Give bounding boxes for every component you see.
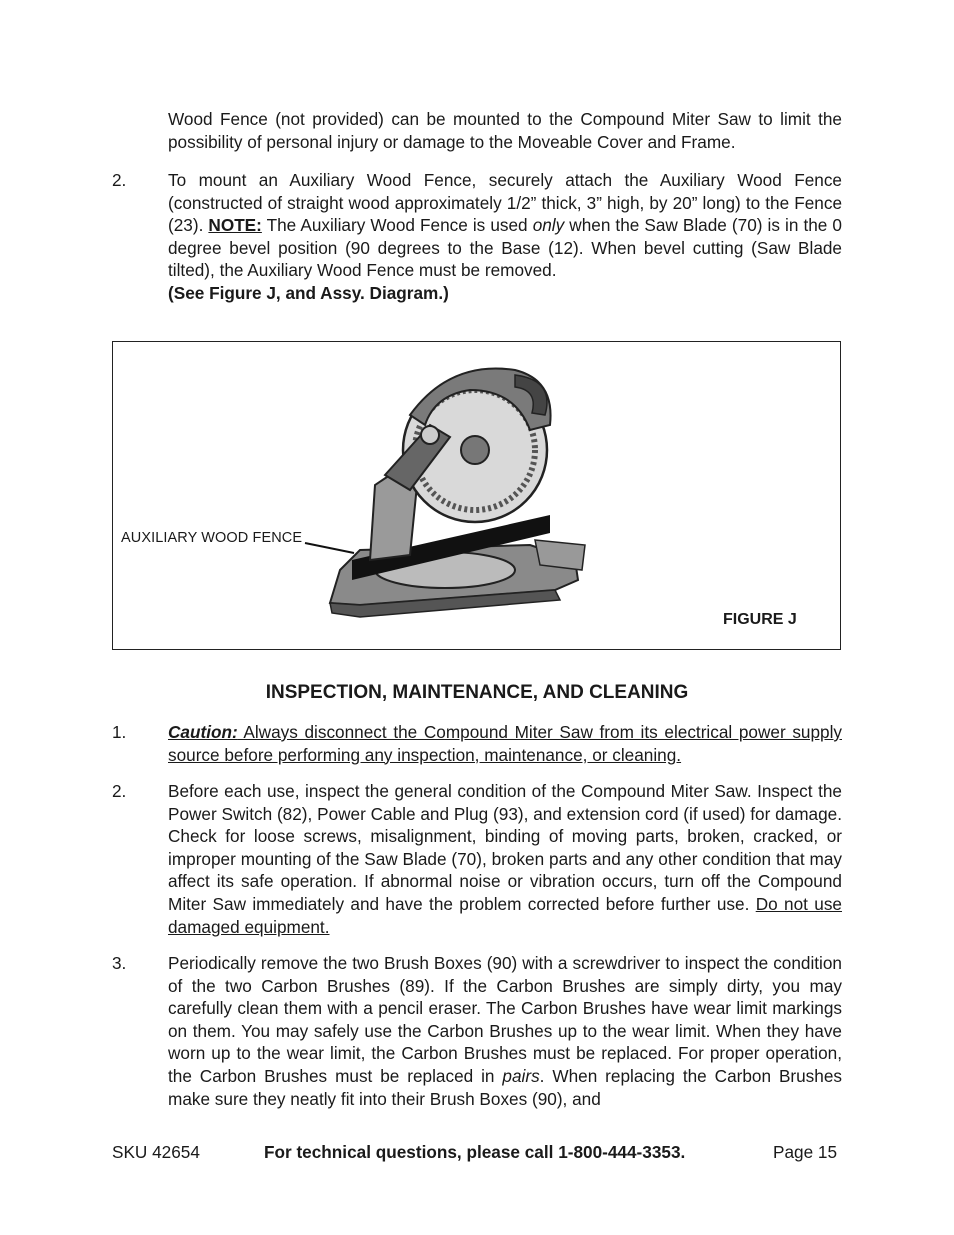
footer-sku: SKU 42654: [112, 1142, 200, 1162]
pairs-emphasis: pairs: [502, 1065, 540, 1086]
callout-leader-line: [300, 538, 360, 558]
only-emphasis: only: [532, 215, 565, 236]
caution-label: Caution:: [168, 722, 238, 742]
step-2-text-b: The Auxiliary Wood Fence is used: [261, 215, 533, 236]
see-figure-reference: (See Figure J, and Assy. Diagram.): [168, 282, 449, 303]
footer-page-number: Page 15: [773, 1142, 838, 1162]
miter-saw-illustration: [300, 355, 600, 635]
item-3-number: 3.: [112, 953, 127, 973]
step-2-text-c: when the Saw Blade (70) is in the 0 degree bevel position (90 degrees to the Base (12). When bevel cutting (Saw Blade tilted), the Auxiliary Wood Fence must be removed.: [168, 215, 842, 281]
item-1-text: Always disconnect the Compound Miter Saw from its electrical power supply source before performing any inspection, maintenance, or cleaning.: [168, 722, 842, 765]
item-2-text: Before each use, inspect the general condition of the Compound Miter Saw. Inspect the Power Switch (82), Power Cable and Plug (93), and extension cord (if used) for damage. Check for loose screws, misalignment, binding of moving parts, broken, cracked, or improper mounting of the Saw Blade (70), broken parts and any other condition that may affect its safe operation. If abnormal noise or vibration occurs, turn off the Compound Miter Saw immediately and have the problem corrected before further use.: [168, 781, 842, 914]
item-1-number: 1.: [112, 722, 127, 742]
footer-support-phone: For technical questions, please call 1-800-444-3353.: [264, 1142, 686, 1162]
item-2-number: 2.: [112, 781, 127, 801]
step-2-paragraph: [168, 169, 842, 305]
step-2-text-a: To mount an Auxiliary Wood Fence, securely attach the Auxiliary Wood Fence (constructed of straight wood approximately 1/2” thick, 3” high, by 20” long) to the Fence (23).: [168, 170, 842, 236]
item-2-warning: Do not use damaged equipment.: [168, 893, 842, 937]
item-3-text-a: Periodically remove the two Brush Boxes (90) with a screwdriver to inspect the condition of the two Carbon Brushes (89). If the Carbon Brushes are simply dirty, you may carefully clean them with a pencil eraser. The Carbon Brushes have wear limit markings on them. You may safely use the Carbon Brushes up to the wear limit. When they have worn up to the wear limit, the Carbon Brushes must be replaced. For proper operation, the Carbon Brushes must be replaced in: [168, 953, 842, 1086]
item-2-paragraph: [168, 780, 842, 938]
intro-paragraph: Wood Fence (not provided) can be mounted to the Compound Miter Saw to limit the possibility of personal injury or damage to the Moveable Cover and Frame.: [168, 109, 842, 152]
item-3-text-b: . When replacing the Carbon Brushes make sure they neatly fit into their Brush Boxes (90), and: [168, 1065, 842, 1109]
section-title: INSPECTION, MAINTENANCE, AND CLEANING: [265, 682, 689, 703]
auxiliary-wood-fence-callout: AUXILIARY WOOD FENCE: [121, 530, 303, 546]
item-1-paragraph: [168, 721, 842, 766]
item-3-paragraph: [168, 952, 842, 1110]
step-2-number: 2.: [112, 170, 127, 190]
note-label: NOTE:: [208, 215, 262, 236]
figure-caption: FIGURE J: [723, 611, 797, 628]
